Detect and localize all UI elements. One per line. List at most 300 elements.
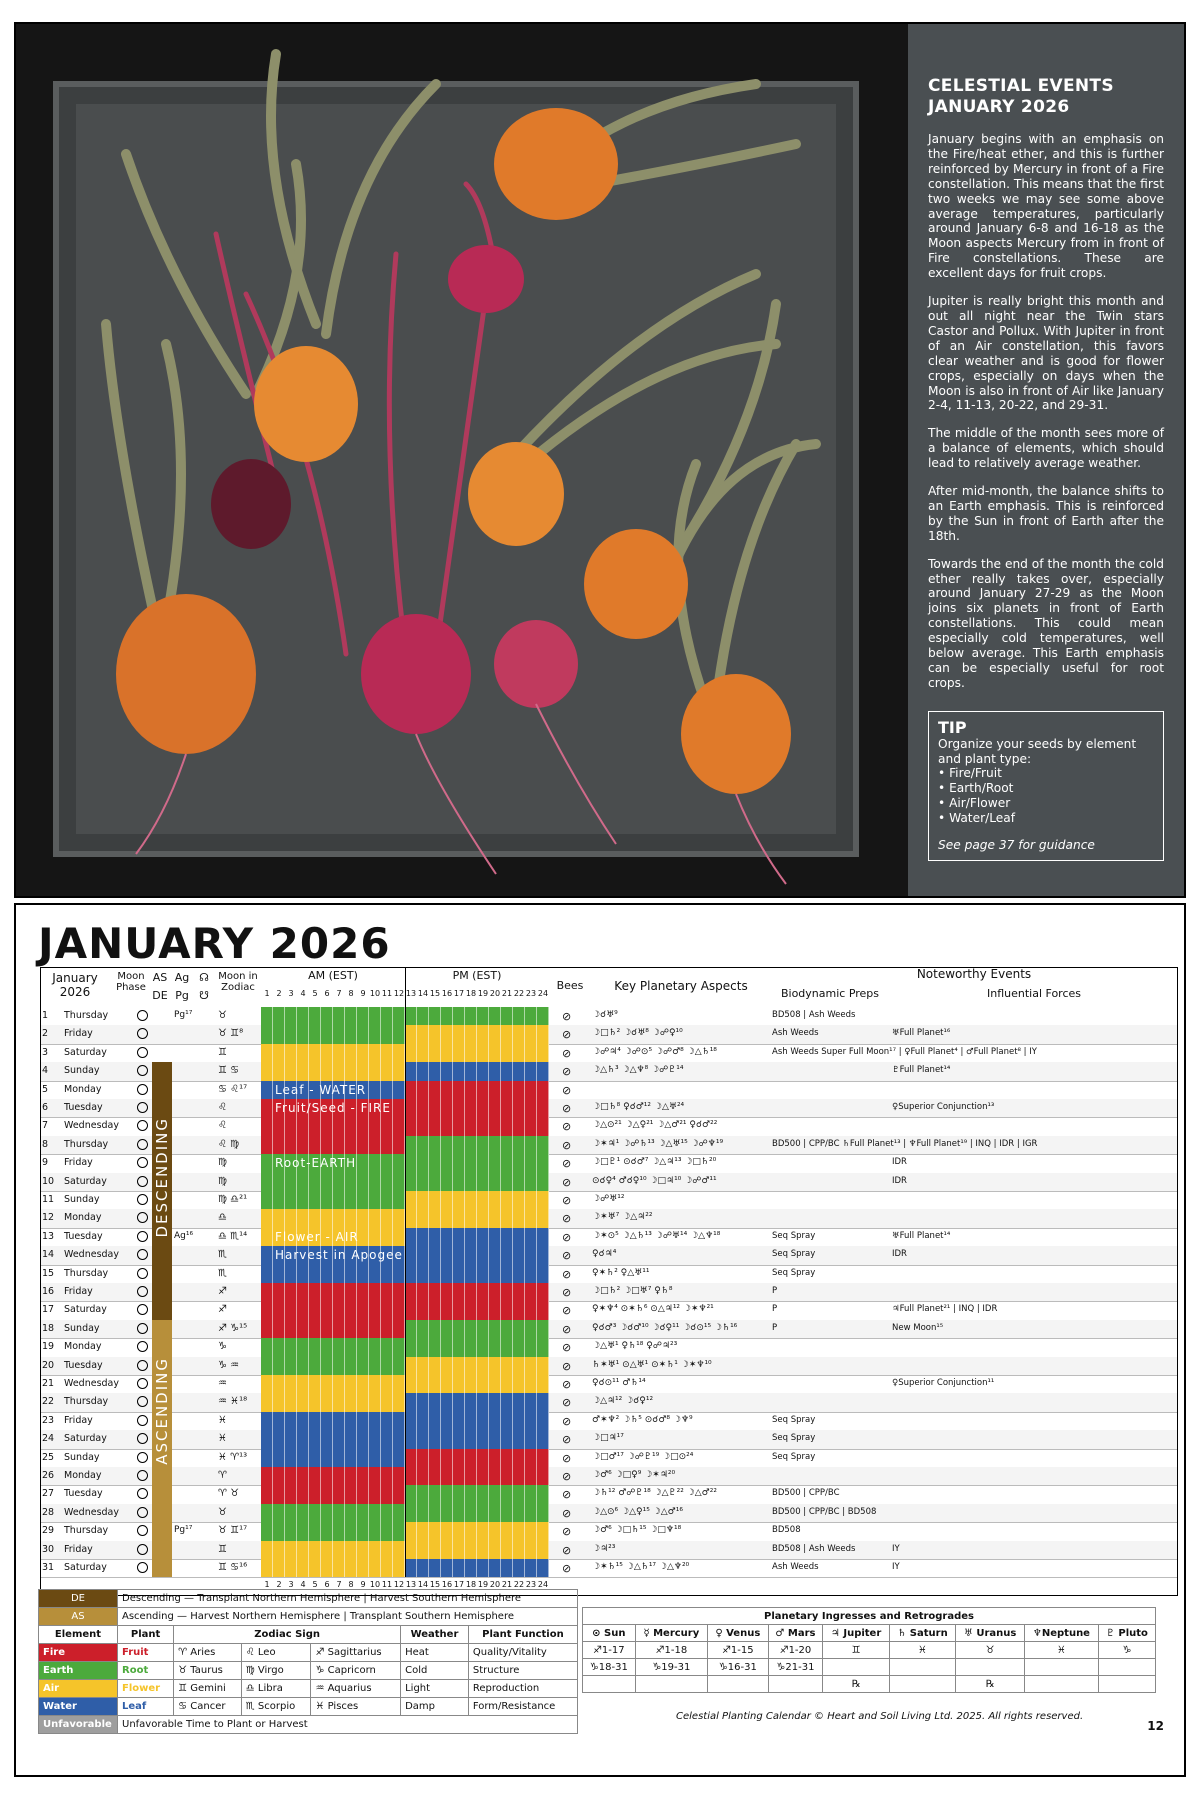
- calendar-panel: [14, 903, 1186, 1777]
- day-number: 11: [42, 1194, 55, 1205]
- hour-label: 12: [393, 1580, 405, 1590]
- planetary-aspects: ☽✶♄¹⁵ ☽△♄¹⁷ ☽△♆²⁰: [592, 1562, 690, 1572]
- tip-box: [928, 711, 1164, 862]
- hour-label: 3: [288, 1580, 294, 1590]
- planetary-aspects: ♀✶♆⁴ ⊙✶♄⁶ ⊙△♃¹² ☽✶♆²¹: [592, 1304, 714, 1315]
- retrograde-cell: [635, 1676, 707, 1693]
- zodiac-sign: ♌ ♍: [218, 1138, 240, 1150]
- zodiac-sign: ♉: [218, 1010, 227, 1021]
- day-number: 3: [42, 1046, 49, 1058]
- day-number: 12: [42, 1212, 55, 1224]
- day-name: Sunday: [64, 1065, 100, 1077]
- legend-row: [39, 1662, 578, 1680]
- header-pg: Pg: [175, 989, 189, 1002]
- zodiac-sign: ♍: [218, 1157, 227, 1169]
- day-name: Sunday: [64, 1194, 100, 1205]
- influential-force: IY: [892, 1562, 900, 1572]
- hour-label: 11: [381, 1580, 393, 1590]
- zodiac-sign: ♊ ♋: [218, 1065, 240, 1077]
- hour-label: 4: [300, 989, 306, 998]
- bees-icon: ⊘: [562, 1470, 572, 1483]
- legend-sign: ♓ Pisces: [311, 1698, 401, 1716]
- planetary-aspects: ☽△♄³ ☽△♆⁸ ☽☍♇¹⁴: [592, 1065, 684, 1076]
- day-name: Monday: [64, 1083, 102, 1095]
- zodiac-sign: ♊: [218, 1046, 227, 1058]
- hour-label: 20: [489, 989, 501, 998]
- tip-line: Organize your seeds by element and plant type:: [938, 736, 1137, 766]
- ingress-cell: [1098, 1659, 1155, 1676]
- day-number: 1: [42, 1010, 49, 1021]
- ingress-cell: ♑19-31: [635, 1659, 707, 1676]
- zodiac-sign: ♎ ♏¹⁴: [218, 1230, 248, 1242]
- hour-label: 14: [417, 989, 429, 998]
- planet-header: ♄ Saturn: [889, 1625, 955, 1642]
- planetary-aspects: ♂✶♆² ☽♄⁵ ⊙☌♂⁸ ☽♆⁹: [592, 1414, 693, 1425]
- day-number: 15: [42, 1267, 55, 1279]
- zodiac-sign: ♌: [218, 1102, 227, 1113]
- perigee-mark: Pg¹⁷: [174, 1010, 193, 1020]
- influential-force: IY: [892, 1543, 900, 1554]
- ingress-cell: ♐1-20: [768, 1642, 823, 1659]
- planetary-aspects: ☽☍♅¹²: [592, 1194, 625, 1204]
- hour-label: 6: [324, 1580, 330, 1590]
- planetary-aspects: ♀✶♄² ♀△♅¹¹: [592, 1267, 650, 1278]
- biodynamic-prep: Seq Spray: [772, 1414, 816, 1425]
- planetary-aspects: ☽□♄² ☽☌♅⁸ ☽☍♀¹⁰: [592, 1028, 683, 1039]
- day-name: Thursday: [64, 1138, 109, 1150]
- header-ag: Ag: [174, 971, 190, 984]
- biodynamic-prep: Seq Spray: [772, 1267, 816, 1278]
- bees-icon: ⊘: [562, 1249, 572, 1263]
- retrograde-cell: [768, 1676, 823, 1693]
- ingress-cell: ♐1-17: [583, 1642, 636, 1659]
- planetary-aspects: ☽△⊙²¹ ☽△♀²¹ ☽△♂²¹ ♀☌♂²²: [592, 1120, 718, 1131]
- retrograde-cell: ℞: [956, 1676, 1025, 1693]
- planetary-aspects: ☽△⊙⁶ ☽△♀¹⁵ ☽△♂¹⁶: [592, 1506, 683, 1517]
- ingress-cell: ♓: [889, 1642, 955, 1659]
- legend-sign: ♐ Sagittarius: [311, 1644, 401, 1662]
- biodynamic-prep: Ash Weeds: [772, 1028, 819, 1039]
- biodynamic-prep: P: [772, 1286, 778, 1296]
- zodiac-sign: ♎: [218, 1212, 227, 1224]
- bees-icon: ⊘: [562, 1157, 572, 1171]
- legend-header: Zodiac Sign: [174, 1626, 401, 1644]
- bees-icon: ⊘: [562, 1488, 572, 1502]
- day-name: Sunday: [64, 1451, 100, 1463]
- day-name: Wednesday: [64, 1120, 120, 1132]
- zodiac-sign: ♋ ♌¹⁷: [218, 1083, 248, 1095]
- day-number: 27: [42, 1488, 55, 1500]
- day-number: 6: [42, 1102, 49, 1113]
- hour-label: 23: [525, 1580, 537, 1590]
- zodiac-sign: ♐ ♑¹⁵: [218, 1322, 248, 1334]
- zodiac-sign: ♓: [218, 1433, 227, 1445]
- zodiac-sign: ♉: [218, 1506, 227, 1518]
- header-biodynamic: Biodynamic Preps: [780, 987, 880, 1000]
- hour-label: 23: [525, 989, 537, 998]
- legend-unfav-text: Unfavorable Time to Plant or Harvest: [118, 1716, 578, 1734]
- legend-weather: Damp: [401, 1698, 469, 1716]
- day-number: 4: [42, 1065, 49, 1077]
- zodiac-sign: ♈ ♉: [218, 1488, 240, 1500]
- hour-label: 24: [537, 989, 549, 998]
- header-noteworthy: Noteworthy Events: [916, 967, 1032, 981]
- zodiac-sign: ♉ ♊⁸: [218, 1028, 244, 1040]
- day-number: 22: [42, 1396, 55, 1408]
- legend-function: Reproduction: [468, 1680, 577, 1698]
- retrograde-cell: [889, 1676, 955, 1693]
- bees-icon: ⊘: [562, 1046, 572, 1060]
- hour-label: 17: [453, 989, 465, 998]
- day-number: 5: [42, 1083, 49, 1095]
- bees-icon: ⊘: [562, 1212, 572, 1226]
- zodiac-sign: ♏: [218, 1249, 227, 1261]
- ingress-cell: ♑16-31: [708, 1659, 768, 1676]
- influential-force: ♇Full Planet¹⁴: [892, 1065, 951, 1076]
- hour-label: 14: [417, 1580, 429, 1590]
- hour-label: 8: [348, 1580, 354, 1590]
- sidebar-paragraph: January begins with an emphasis on the Fire/heat ether, and this is further reinforced by Mercury in front of a Fire constellation. This means that the first two weeks we may see some above average temperatures, particularly around January 6-8 and 16-18 as the Moon aspects Mercury from in front of Fire constellations. These are excellent days for fruit crops.: [928, 132, 1164, 281]
- day-number: 21: [42, 1378, 55, 1389]
- hour-label: 2: [276, 1580, 282, 1590]
- ingress-cell: ♑18-31: [583, 1659, 636, 1676]
- hour-label: 19: [477, 1580, 489, 1590]
- ingress-cell: ♑: [1098, 1642, 1155, 1659]
- bees-icon: ⊘: [562, 1175, 572, 1189]
- biodynamic-prep: Seq Spray: [772, 1433, 816, 1444]
- header-as: AS: [152, 971, 168, 984]
- day-name: Friday: [64, 1414, 93, 1426]
- hour-label: 16: [441, 1580, 453, 1590]
- bees-icon: ⊘: [562, 1433, 572, 1447]
- tip-title: TIP: [938, 717, 967, 737]
- day-name: Thursday: [64, 1525, 109, 1537]
- biodynamic-prep: Ash Weeds Super Full Moon¹⁷ | ♀Full Planet⁴ | ♂Full Planet⁸ | IY: [772, 1046, 1037, 1057]
- legend-row: [39, 1698, 578, 1716]
- ingress-cell: [823, 1659, 889, 1676]
- legend-function: Quality/Vitality: [468, 1644, 577, 1662]
- planetary-aspects: ☽□♄² ☽□♅⁷ ♀♄⁸: [592, 1286, 673, 1296]
- legend-plant: Fruit: [118, 1644, 174, 1662]
- hour-label: 13: [405, 1580, 417, 1590]
- header-influential: Influential Forces: [986, 987, 1081, 1000]
- zodiac-sign: ♊: [218, 1543, 227, 1555]
- legend-sign: ♍ Virgo: [241, 1662, 311, 1680]
- day-number: 26: [42, 1470, 55, 1481]
- legend-sign: ♉ Taurus: [174, 1662, 242, 1680]
- ingress-cell: [1024, 1659, 1098, 1676]
- day-number: 29: [42, 1525, 55, 1537]
- hour-label: 13: [405, 989, 417, 998]
- tip-line: • Earth/Root: [938, 781, 1014, 796]
- hour-label: 22: [513, 1580, 525, 1590]
- hour-label: 22: [513, 989, 525, 998]
- ingress-cell: ♉: [956, 1642, 1025, 1659]
- planetary-aspects: ♀☌♂³ ☽☌♂¹⁰ ☽☌♀¹¹ ☽☌⊙¹⁵ ☽♄¹⁶: [592, 1322, 738, 1333]
- hour-label: 20: [489, 1580, 501, 1590]
- influential-force: ♅Full Planet¹⁶: [892, 1028, 951, 1039]
- legend-sign: ♊ Gemini: [174, 1680, 242, 1698]
- sidebar-title: CELESTIAL EVENTS JANUARY 2026: [928, 76, 1114, 117]
- day-number: 18: [42, 1322, 55, 1334]
- planet-header: ♀ Venus: [708, 1625, 768, 1642]
- biodynamic-prep: Seq Spray: [772, 1249, 816, 1260]
- legend-plant: Root: [118, 1662, 174, 1680]
- bees-icon: ⊘: [562, 1506, 572, 1520]
- legend-sign: ♌ Leo: [241, 1644, 311, 1662]
- apogee-mark: Ag¹⁶: [174, 1230, 194, 1241]
- legend-table: [38, 1589, 578, 1734]
- zodiac-sign: ♊ ♋¹⁶: [218, 1562, 248, 1573]
- planetary-aspects: ☽□♃¹⁷: [592, 1433, 624, 1444]
- influential-force: ♀Superior Conjunction¹³: [892, 1102, 995, 1112]
- planetary-aspects: ♀☌⊙¹¹ ♂♄¹⁴: [592, 1378, 646, 1388]
- day-name: Friday: [64, 1028, 93, 1040]
- hour-label: 6: [324, 989, 330, 998]
- legend-sign: ♒ Aquarius: [311, 1680, 401, 1698]
- planet-header: ♆Neptune: [1024, 1625, 1098, 1642]
- legend-de-text: Descending — Transplant Northern Hemisphere | Harvest Southern Hemisphere: [118, 1590, 578, 1608]
- planetary-aspects: ☽□♇¹ ⊙☌♂⁷ ☽△♃¹³ ☽□♄²⁰: [592, 1157, 717, 1168]
- hour-label: 5: [312, 989, 318, 998]
- legend-as-text: Ascending — Harvest Northern Hemisphere | Transplant Southern Hemisphere: [118, 1608, 578, 1626]
- sidebar-paragraph: After mid-month, the balance shifts to an Earth emphasis. This is reinforced by the Sun in front of Earth after the 18th.: [928, 484, 1164, 543]
- bees-icon: ⊘: [562, 1267, 572, 1281]
- descending-label: DESCENDING: [153, 1117, 171, 1238]
- day-number: 28: [42, 1506, 55, 1518]
- influential-force: New Moon¹⁵: [892, 1322, 944, 1333]
- day-name: Wednesday: [64, 1249, 120, 1261]
- day-name: Saturday: [64, 1562, 107, 1573]
- ingress-cell: [889, 1659, 955, 1676]
- biodynamic-prep: Ash Weeds: [772, 1562, 819, 1572]
- bees-icon: ⊘: [562, 1286, 572, 1299]
- day-name: Tuesday: [64, 1359, 103, 1371]
- day-name: Saturday: [64, 1304, 107, 1316]
- day-number: 9: [42, 1157, 49, 1169]
- hour-label: 1: [264, 1580, 270, 1590]
- day-number: 24: [42, 1433, 55, 1445]
- bees-icon: ⊘: [562, 1028, 572, 1042]
- hour-label: 5: [312, 1580, 318, 1590]
- bees-icon: ⊘: [562, 1414, 572, 1428]
- hour-label: 4: [300, 1580, 306, 1590]
- legend-sign: ♋ Cancer: [174, 1698, 242, 1716]
- day-number: 13: [42, 1230, 55, 1242]
- zodiac-sign: ♈: [218, 1470, 227, 1481]
- planetary-aspects: ☽△♃¹² ☽☌♀¹²: [592, 1396, 654, 1407]
- zodiac-sign: ♑ ♒: [218, 1359, 240, 1371]
- bees-icon: ⊘: [562, 1525, 572, 1539]
- legend-sign: ♎ Libra: [241, 1680, 311, 1698]
- day-number: 19: [42, 1341, 55, 1353]
- legend-de-label: DE: [39, 1590, 118, 1608]
- header-moon-phase: Moon Phase: [116, 971, 146, 993]
- hour-label: 7: [336, 1580, 342, 1590]
- legend-weather: Light: [401, 1680, 469, 1698]
- day-number: 16: [42, 1286, 55, 1297]
- calendar-grid: [40, 967, 1178, 1590]
- biodynamic-prep: BD500 | CPP/BC | BD508: [772, 1506, 877, 1517]
- bees-icon: ⊘: [562, 1359, 572, 1373]
- day-name: Thursday: [64, 1010, 109, 1021]
- biodynamic-prep: BD500 | CPP/BC: [772, 1488, 840, 1499]
- day-name: Monday: [64, 1341, 102, 1353]
- legend-as-label: AS: [39, 1608, 118, 1626]
- planetary-aspects: ☽♄¹² ♂☍♇¹⁸ ☽△♇²² ☽△♂²²: [592, 1488, 717, 1499]
- biodynamic-prep: BD508 | Ash Weeds: [772, 1010, 856, 1020]
- planetary-aspects: ☽☍♃⁴ ☽☍⊙⁵ ☽☍♂⁸ ☽△♄¹⁸: [592, 1046, 717, 1057]
- perigee-mark: Pg¹⁷: [174, 1525, 193, 1536]
- planet-header: ♃ Jupiter: [823, 1625, 889, 1642]
- planetary-aspects: ☽□♄⁸ ♀☌♂¹² ☽△♅²⁴: [592, 1102, 685, 1112]
- legend-weather: Cold: [401, 1662, 469, 1680]
- day-number: 8: [42, 1138, 49, 1150]
- ingress-cell: ♑21-31: [768, 1659, 823, 1676]
- page-number: 12: [1147, 1719, 1164, 1733]
- planetary-aspects: ♄✶♅¹ ⊙△♅¹ ⊙✶♄¹ ☽✶♆¹⁰: [592, 1359, 712, 1370]
- hour-label: 10: [369, 1580, 381, 1590]
- retrograde-cell: [1024, 1676, 1098, 1693]
- sidebar-paragraph: Jupiter is really bright this month and out all night near the Twin stars Castor and Pollux. With Jupiter in front of an Air constellation, this favors clear weather and is good for flower crops, especially on days when the Moon is also in front of Air like January 2-4, 11-13, 20-22, and 29-31.: [928, 294, 1164, 413]
- header-node-down: ☋: [199, 989, 209, 1002]
- zodiac-sign: ♏: [218, 1267, 227, 1279]
- top-panel: [14, 22, 1186, 898]
- zodiac-sign: ♐: [218, 1286, 227, 1297]
- planet-header: ♂ Mars: [768, 1625, 823, 1642]
- header-month: January 2026: [52, 971, 98, 999]
- band-label: Root-EARTH: [275, 1156, 357, 1171]
- bees-icon: ⊘: [562, 1138, 572, 1152]
- hour-label: 8: [348, 989, 354, 998]
- zodiac-sign: ♓ ♈¹³: [218, 1451, 248, 1463]
- tip-line: • Air/Flower: [938, 796, 1011, 810]
- hour-label: 9: [360, 1580, 366, 1590]
- bees-icon: ⊘: [562, 1378, 572, 1391]
- retrograde-cell: ℞: [823, 1676, 889, 1693]
- zodiac-sign: ♑: [218, 1341, 227, 1353]
- influential-force: ♅Full Planet¹⁴: [892, 1230, 951, 1241]
- sidebar-paragraph: The middle of the month sees more of a balance of elements, which should lead to relatively average weather.: [928, 426, 1164, 471]
- planet-header: ⊙ Sun: [583, 1625, 636, 1642]
- ingress-title: Planetary Ingresses and Retrogrades: [583, 1608, 1156, 1625]
- hour-label: 18: [465, 1580, 477, 1590]
- legend-element: Water: [39, 1698, 118, 1716]
- ingress-cell: ♐1-18: [635, 1642, 707, 1659]
- zodiac-sign: ♓: [218, 1414, 227, 1426]
- influential-force: ♃Full Planet²¹ | INQ | IDR: [892, 1304, 998, 1315]
- tip-line: • Fire/Fruit: [938, 766, 1002, 781]
- bees-icon: ⊘: [562, 1322, 572, 1336]
- day-name: Thursday: [64, 1267, 109, 1279]
- planetary-aspects: ☽□♂¹⁷ ☽☍♇¹⁹ ☽□⊙²⁴: [592, 1451, 694, 1462]
- legend-plant: Flower: [118, 1680, 174, 1698]
- bees-icon: ⊘: [562, 1304, 572, 1318]
- hour-label: 17: [453, 1580, 465, 1590]
- day-name: Wednesday: [64, 1378, 120, 1389]
- biodynamic-prep: Seq Spray: [772, 1451, 816, 1462]
- hour-label: 10: [369, 989, 381, 998]
- planetary-aspects: ☽☌♅⁹: [592, 1010, 618, 1020]
- legend-function: Structure: [468, 1662, 577, 1680]
- day-number: 25: [42, 1451, 55, 1463]
- legend-header: Weather: [401, 1626, 469, 1644]
- legend-sign: ♈ Aries: [174, 1644, 242, 1662]
- ingress-cell: ♊: [823, 1642, 889, 1659]
- hour-label: 9: [360, 989, 366, 998]
- bees-icon: ⊘: [562, 1065, 572, 1079]
- day-number: 14: [42, 1249, 55, 1261]
- tip-line: • Water/Leaf: [938, 810, 1016, 825]
- legend-header: Plant Function: [468, 1626, 577, 1644]
- celestial-sidebar: [908, 24, 1184, 896]
- retrograde-cell: [1098, 1676, 1155, 1693]
- retrograde-cell: [583, 1676, 636, 1693]
- ingress-cell: ♐1-15: [708, 1642, 768, 1659]
- day-number: 10: [42, 1175, 55, 1187]
- legend-element: Fire: [39, 1644, 118, 1662]
- legend-row: [39, 1644, 578, 1662]
- ingress-table: [582, 1607, 1156, 1693]
- planetary-aspects: ☽✶♃¹ ☽☍♄¹³ ☽△♅¹⁵ ☽☍♆¹⁹: [592, 1138, 724, 1149]
- day-number: 31: [42, 1562, 55, 1573]
- day-name: Friday: [64, 1543, 93, 1555]
- legend-row: [39, 1680, 578, 1698]
- band-label: Harvest in Apogee: [275, 1248, 403, 1263]
- influential-force: IDR: [892, 1175, 907, 1186]
- zodiac-sign: ♐: [218, 1304, 227, 1316]
- day-name: Saturday: [64, 1175, 107, 1187]
- hour-label: 1: [264, 989, 270, 998]
- planetary-aspects: ☽♂⁶ ☽□♀⁹ ☽✶♃²⁰: [592, 1470, 676, 1480]
- planetary-aspects: ☽♂⁶ ☽□♄¹⁵ ☽□♆¹⁸: [592, 1525, 682, 1536]
- zodiac-sign: ♉ ♊¹⁷: [218, 1525, 248, 1537]
- bees-icon: ⊘: [562, 1562, 572, 1575]
- biodynamic-prep: Seq Spray: [772, 1230, 816, 1241]
- zodiac-sign: ♒: [218, 1378, 227, 1389]
- header-key-aspects: Key Planetary Aspects: [614, 979, 748, 993]
- planet-header: ♇ Pluto: [1098, 1625, 1155, 1642]
- hour-label: 3: [288, 989, 294, 998]
- bees-icon: ⊘: [562, 1543, 572, 1557]
- hour-label: 19: [477, 989, 489, 998]
- day-name: Wednesday: [64, 1506, 120, 1518]
- header-pm: PM (EST): [452, 969, 502, 982]
- legend-function: Form/Resistance: [468, 1698, 577, 1716]
- planetary-aspects: ☽♃²³: [592, 1543, 616, 1554]
- ingress-cell: [956, 1659, 1025, 1676]
- hour-label: 15: [429, 1580, 441, 1590]
- grid-border: [40, 967, 1178, 1596]
- bees-icon: ⊘: [562, 1010, 572, 1023]
- hour-label: 21: [501, 989, 513, 998]
- day-number: 20: [42, 1359, 55, 1371]
- legend-weather: Heat: [401, 1644, 469, 1662]
- header-moon-zodiac: Moon in Zodiac: [218, 971, 258, 993]
- beets-photo: [16, 24, 908, 896]
- planetary-aspects: ☽✶♅⁷ ☽△♃²²: [592, 1212, 653, 1223]
- hour-label: 21: [501, 1580, 513, 1590]
- day-number: 7: [42, 1120, 49, 1132]
- planet-header: ♅ Uranus: [956, 1625, 1025, 1642]
- day-number: 2: [42, 1028, 49, 1040]
- sidebar-paragraph: Towards the end of the month the cold ether really takes over, especially around January 27-29 as the Moon joins six planets in front of Earth constellations. This could mean especially cold temperatures, well below average. This Earth emphasis can be especially useful for root crops.: [928, 556, 1164, 690]
- bees-icon: ⊘: [562, 1083, 572, 1097]
- legend-element: Air: [39, 1680, 118, 1698]
- hour-label: 16: [441, 989, 453, 998]
- biodynamic-prep: P: [772, 1322, 778, 1333]
- hour-label: 12: [393, 989, 405, 998]
